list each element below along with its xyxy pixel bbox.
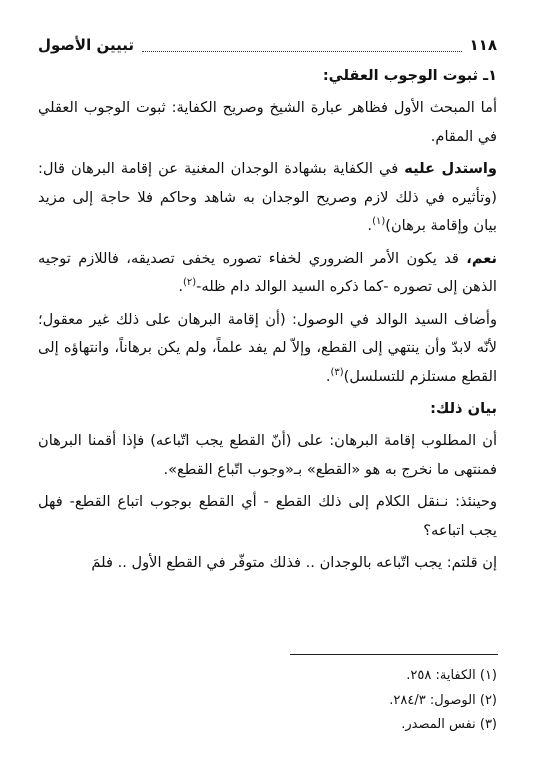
paragraph-lead: واستدل عليه [404, 160, 497, 178]
paragraph [38, 488, 497, 545]
footnote-ref: (١) [372, 216, 386, 228]
paragraph-text: أن المطلوب إقامة البرهان: على (أنّ القطع يجب اتّباعه) فإذا أقمنا البرهان فمنتهى ما نخرج به هو «القطع» بـ«وجوب اتّباع القطع». [38, 432, 497, 478]
footnote-ref: (٢) [182, 277, 197, 289]
paragraph-lead: نعم، [466, 249, 497, 267]
page-body [38, 62, 497, 582]
paragraph: وأضاف السيد الوالد في الوصول: (أن إقامة البرهان على ذلك غير معقول؛ لأنّه لابدّ وأن ينتهي إلى القطع، وإلاّ لم يفد علماً، ولم يكن برهاناً، وانتهاؤه إلى القطع مستلزم للتسلسل)$^{(٣)}$. [38, 310, 497, 385]
subheading: بيان ذلك: [430, 399, 497, 417]
paragraph: نعم، قد يكون الأمر الضروري لخفاء تصوره يخفى تصديقه، فاللازم توجيه الذهن إلى تصوره -كما ذكره السيد الوالد دام ظله-$^{(٢)}$. [38, 249, 497, 296]
paragraph-text: إن قلتم: يجب اتّباعه بالوجدان .. فذلك متوفّر في القطع الأول .. فلمَ [91, 554, 497, 572]
page-number: ١١٨ [469, 36, 497, 54]
footnote-separator [290, 654, 498, 655]
paragraph [38, 427, 497, 484]
paragraph-text: وحينئذ: نـنقل الكلام إلى ذلك القطع - أي القطع بوجوب اتباع القطع- فهل يجب اتباعه؟ [38, 493, 497, 539]
running-title: تبيين الأصول [38, 36, 134, 54]
footnote: (٣) نفس المصدر. [401, 717, 497, 733]
footnotes [38, 664, 497, 738]
paragraph-text: وأضاف السيد الوالد في الوصول: (أن إقامة البرهان على ذلك غير معقول؛ لأنّه لابدّ وأن ينتهي إلى القطع، وإلاّ لم يفد علماً، ولم يكن برهاناً، وانتهاؤه إلى القطع مستلزم للتسلسل) [38, 310, 497, 385]
running-header [38, 34, 497, 56]
header-dot-leader [142, 39, 462, 52]
footnote: (١) الكفاية: ٢٥٨. [406, 668, 497, 683]
paragraph [38, 94, 497, 151]
paragraph-text: أما المبحث الأول فظاهر عبارة الشيخ وصريح الكفاية: ثبوت الوجوب العقلي في المقام. [38, 99, 497, 145]
paragraph [38, 549, 497, 577]
paragraph-text: قد يكون الأمر الضروري لخفاء تصوره يخفى تصديقه، فاللازم توجيه الذهن إلى تصوره -كما ذكره السيد الوالد دام ظله- [38, 249, 497, 296]
footnote: (٢) الوصول: ٢٨٤/٣. [389, 692, 497, 708]
section-heading: ١ـ ثبوت الوجوب العقلي: [322, 67, 497, 84]
paragraph-text: في الكفاية بشهادة الوجدان المغنية عن إقامة البرهان قال: (وتأثيره في ذلك لازم وصريح الوجدان به شاهد وحاكم فلا حاجة إلى مزيد بيان وإقامة برهان) [38, 160, 497, 235]
paragraph: واستدل عليه في الكفاية بشهادة الوجدان المغنية عن إقامة البرهان قال: (وتأثيره في ذلك لازم وصريح الوجدان به شاهد وحاكم فلا حاجة إلى مزيد بيان وإقامة برهان)$^{(١)}$. [38, 160, 497, 235]
footnote-ref: (٣) [330, 366, 344, 378]
